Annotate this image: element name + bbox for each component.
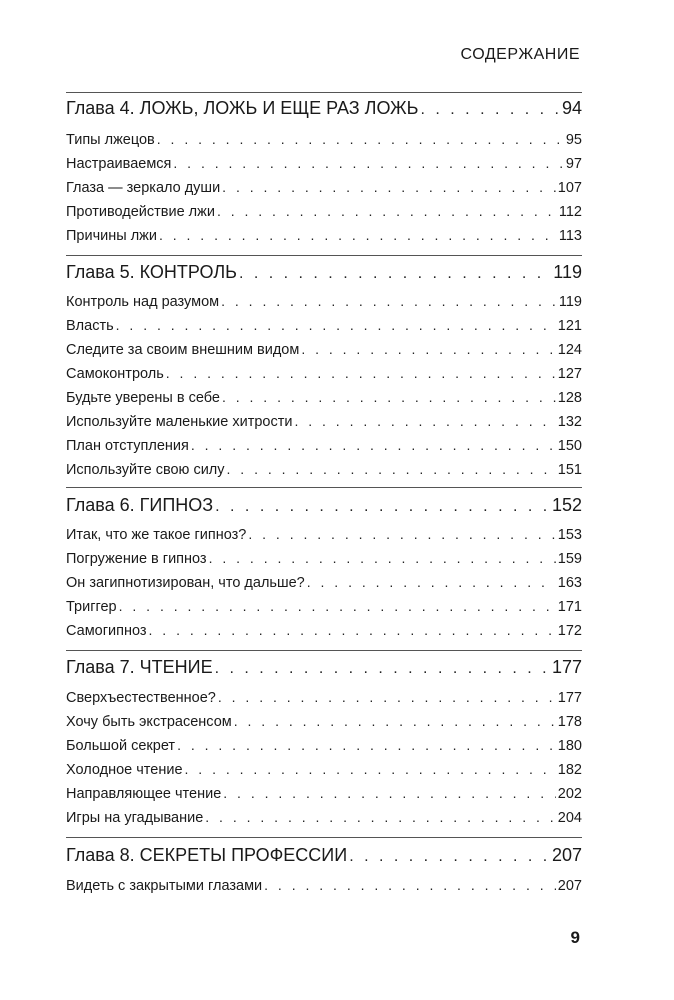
- dot-leader: [222, 389, 556, 405]
- item-page: 159: [557, 551, 582, 567]
- item-title: Триггер: [66, 599, 117, 615]
- item-page: 113: [558, 228, 582, 244]
- dot-leader: [177, 737, 556, 753]
- item-title: Следите за своим внешним видом: [66, 342, 300, 358]
- chapter-title: Глава 7. ЧТЕНИЕ: [66, 657, 213, 677]
- item-title: Настраиваемся: [66, 156, 172, 172]
- item-page: 132: [557, 414, 582, 430]
- dot-leader: [239, 265, 551, 283]
- toc-item[interactable]: [66, 761, 582, 778]
- toc-item[interactable]: [66, 413, 582, 430]
- item-page: 171: [557, 599, 582, 615]
- dot-leader: [221, 293, 557, 309]
- divider: [66, 650, 582, 651]
- dot-leader: [185, 761, 556, 777]
- dot-leader: [166, 365, 556, 381]
- dot-leader: [159, 227, 557, 243]
- chapter-title: Глава 5. КОНТРОЛЬ: [66, 262, 237, 282]
- toc-item[interactable]: [66, 550, 582, 567]
- item-title: Причины лжи: [66, 228, 157, 244]
- item-page: 202: [557, 786, 582, 802]
- item-title: Самоконтроль: [66, 366, 164, 382]
- toc-item[interactable]: [66, 155, 582, 172]
- item-title: Глаза — зеркало души: [66, 180, 221, 196]
- dot-leader: [301, 341, 555, 357]
- item-page: 151: [557, 462, 582, 478]
- item-title: Большой секрет: [66, 738, 176, 754]
- item-title: Он загипнотизирован, что дальше?: [66, 575, 305, 591]
- item-page: 163: [557, 575, 582, 591]
- item-page: 95: [565, 132, 582, 148]
- dot-leader: [294, 413, 555, 429]
- item-title: Сверхъестественное?: [66, 690, 216, 706]
- toc-item[interactable]: [66, 341, 582, 358]
- toc-item[interactable]: [66, 179, 582, 196]
- dot-leader: [173, 155, 563, 171]
- toc-chapter-8[interactable]: [66, 845, 582, 866]
- item-title: Типы лжецов: [66, 132, 155, 148]
- item-page: 121: [557, 318, 582, 334]
- toc-item[interactable]: [66, 785, 582, 802]
- item-page: 207: [557, 878, 582, 894]
- toc-item[interactable]: [66, 365, 582, 382]
- item-title: Видеть с закрытыми глазами: [66, 878, 263, 894]
- divider: [66, 837, 582, 838]
- dot-leader: [307, 574, 556, 590]
- toc-item[interactable]: [66, 317, 582, 334]
- toc-item[interactable]: [66, 389, 582, 406]
- item-title: Власть: [66, 318, 114, 334]
- toc-item[interactable]: [66, 293, 582, 310]
- item-title: Направляющее чтение: [66, 786, 222, 802]
- item-title: Противодействие лжи: [66, 204, 215, 220]
- toc-item[interactable]: [66, 713, 582, 730]
- toc-item[interactable]: [66, 203, 582, 220]
- dot-leader: [215, 660, 550, 678]
- dot-leader: [223, 785, 556, 801]
- chapter-page: 177: [551, 657, 582, 677]
- item-page: 112: [558, 204, 582, 220]
- dot-leader: [191, 437, 556, 453]
- item-page: 180: [557, 738, 582, 754]
- dot-leader: [217, 203, 557, 219]
- chapter-title: Глава 6. ГИПНОЗ: [66, 495, 214, 515]
- dot-leader: [222, 179, 556, 195]
- toc-item[interactable]: [66, 622, 582, 639]
- toc-item[interactable]: [66, 131, 582, 148]
- toc-item[interactable]: [66, 461, 582, 478]
- dot-leader: [349, 848, 550, 866]
- item-title: Игры на угадывание: [66, 810, 204, 826]
- item-page: 204: [557, 810, 582, 826]
- chapter-title: Глава 4. ЛОЖЬ, ЛОЖЬ И ЕЩЕ РАЗ ЛОЖЬ: [66, 98, 419, 118]
- item-page: 107: [557, 180, 582, 196]
- toc-item[interactable]: [66, 574, 582, 591]
- item-title: Погружение в гипноз: [66, 551, 207, 567]
- toc-item[interactable]: [66, 877, 582, 894]
- dot-leader: [119, 598, 556, 614]
- toc-item[interactable]: [66, 526, 582, 543]
- item-title: Используйте свою силу: [66, 462, 225, 478]
- toc-item[interactable]: [66, 437, 582, 454]
- item-title: Итак, что же такое гипноз?: [66, 527, 247, 543]
- item-page: 177: [557, 690, 582, 706]
- toc-item[interactable]: [66, 689, 582, 706]
- item-page: 119: [558, 294, 582, 310]
- chapter-page: 207: [551, 845, 582, 865]
- item-page: 124: [557, 342, 582, 358]
- item-page: 127: [557, 366, 582, 382]
- item-title: Будьте уверены в себе: [66, 390, 220, 406]
- toc-chapter-4[interactable]: [66, 98, 582, 119]
- toc-item[interactable]: [66, 598, 582, 615]
- item-title: Самогипноз: [66, 623, 147, 639]
- item-title: Холодное чтение: [66, 762, 183, 778]
- item-page: 153: [557, 527, 582, 543]
- page-header-title: СОДЕРЖАНИЕ: [460, 46, 580, 63]
- item-title: Хочу быть экстрасенсом: [66, 714, 232, 730]
- toc-item[interactable]: [66, 737, 582, 754]
- dot-leader: [205, 809, 556, 825]
- toc-chapter-7[interactable]: [66, 657, 582, 678]
- toc-chapter-6[interactable]: [66, 495, 582, 516]
- chapter-page: 119: [553, 262, 582, 282]
- item-title: Контроль над разумом: [66, 294, 220, 310]
- item-title: План отступления: [66, 438, 189, 454]
- dot-leader: [227, 461, 556, 477]
- divider: [66, 92, 582, 93]
- divider: [66, 487, 582, 488]
- dot-leader: [248, 526, 555, 542]
- page-number: 9: [570, 928, 580, 947]
- item-page: 128: [557, 390, 582, 406]
- item-page: 178: [557, 714, 582, 730]
- dot-leader: [218, 689, 556, 705]
- dot-leader: [421, 101, 560, 119]
- dot-leader: [149, 622, 556, 638]
- chapter-title: Глава 8. СЕКРЕТЫ ПРОФЕССИИ: [66, 845, 348, 865]
- toc-item[interactable]: [66, 227, 582, 244]
- divider: [66, 255, 582, 256]
- item-page: 182: [557, 762, 582, 778]
- item-title: Используйте маленькие хитрости: [66, 414, 293, 430]
- chapter-page: 94: [561, 98, 582, 118]
- item-page: 150: [557, 438, 582, 454]
- toc-item[interactable]: [66, 809, 582, 826]
- dot-leader: [215, 498, 550, 516]
- dot-leader: [264, 877, 556, 893]
- dot-leader: [209, 550, 556, 566]
- toc-chapter-5[interactable]: [66, 262, 582, 283]
- item-page: 97: [565, 156, 582, 172]
- chapter-page: 152: [551, 495, 582, 515]
- dot-leader: [157, 131, 564, 147]
- item-page: 172: [557, 623, 582, 639]
- dot-leader: [234, 713, 556, 729]
- dot-leader: [116, 317, 556, 333]
